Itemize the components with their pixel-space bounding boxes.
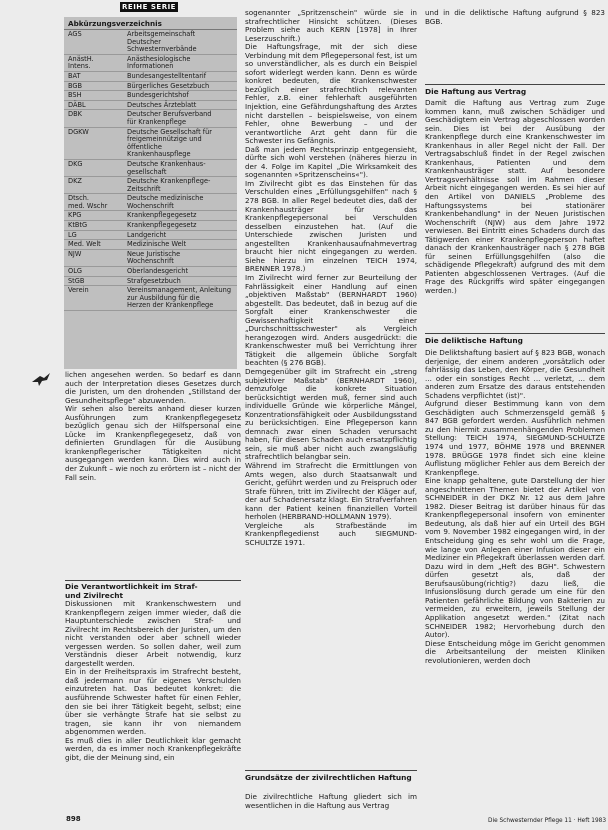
- abbreviation-key: StGB: [64, 276, 123, 286]
- col1-paragraph-2: Diskussionen mit Krankenschwestern und Krankenpflegern zeigen immer wieder, daß die Hauptunterschiede zwischen Straf- und Zivilrecht im Rechtsbereich der Juristen, um den nicht verstanden oder aber schnell wieder vergessen werden. So sollen daher, weil zum Verständnis dieser Arbeit notwendig, kurz dargestellt werden. Ein in der Freiheitspraxis im Strafrecht besteht, daß jedermann nur für eigenes Verschulden einzutreten hat. Das bedeutet konkret: die ausführende Schwester haftet für einen Fehler, den sie bei ihrer Tätigkeit begeht, selbst; eine über sie verhängte Strafe hat sie selbst zu tragen, sie kann ihr von niemandem abgenommen werden. Es muß dies in aller Deutlichkeit klar gemacht werden, da es immer noch Krankenpflegekräfte gibt, die der Meinung sind, ein: [65, 599, 241, 762]
- journal-footer: Die Schwesternder Pflege 11 · Heft 1983: [488, 818, 607, 824]
- abbreviation-key: AnästH. Intens.: [64, 54, 123, 71]
- abbreviation-key: DBK: [64, 110, 123, 127]
- col3-paragraph-contract: Damit die Haftung aus Vertrag zum Zuge kommen kann, muß zwischen Schädiger und Geschädigtem ein Vertrag abgeschlossen worden sein. Dies ist bei der Ausübung der Krankenpflege durch eine Krankenschwester im Krankenhaus in aller Regel nicht der Fall. Der Vertragsabschluß findet in der Regel zwischen Krankenhaus, Patienten und dem Krankenhausträger statt. Auf besondere Vertragsverhältnisse soll im Rahmen dieser Arbeit nicht eingegangen werden. Es sei hier auf den Artikel von DANIELS „Probleme des Haftungssystems bei stationärer Krankenbehandlung" in der Neuen Juristischen Wochenschrift (NJW) aus dem Jahre 1972 verwiesen. Bei Eintritt eines Schadens durch das Tätigwerden einer Krankenpflegeperson haftet danach der Krankenhausträger nach § 278 BGB für seinen Erfüllungsgehilfen (also die schädigende Pflegekraft) aufgrund des mit dem Patienten abgeschlossenen Vertrages. (Auf die Frage des Rückgriffs wird später eingegangen werden.): [425, 98, 605, 296]
- abbreviation-meaning: Krankenpflegegesetz: [123, 221, 237, 231]
- abbreviation-key: OLG: [64, 267, 123, 277]
- divider: [65, 580, 241, 581]
- abbreviation-table: [64, 30, 237, 311]
- abbreviation-meaning: Strafgesetzbuch: [123, 276, 237, 286]
- abbreviation-meaning: Oberlandesgericht: [123, 267, 237, 277]
- col1-heading: Die Verantwortlichkeit im Straf- und Zivilrecht: [65, 582, 198, 600]
- abbreviation-row: [64, 71, 237, 81]
- abbreviation-key: DGKW: [64, 127, 123, 159]
- abbreviation-meaning: Deutsche Krankenhaus- gesellschaft: [123, 159, 237, 176]
- abbreviation-row: [64, 127, 237, 159]
- abbreviation-meaning: Bundesgerichtshof: [123, 91, 237, 101]
- abbreviation-key: BAT: [64, 71, 123, 81]
- abbreviation-key: DÄBL: [64, 100, 123, 110]
- abbreviation-row: [64, 276, 237, 286]
- abbreviation-key: DKZ: [64, 177, 123, 194]
- abbreviation-key: BSH: [64, 91, 123, 101]
- divider: [425, 333, 605, 334]
- abbreviation-meaning: Deutsches Ärzteblatt: [123, 100, 237, 110]
- page-number: 898: [66, 815, 81, 823]
- abbreviation-key: KPG: [64, 211, 123, 221]
- abbreviation-meaning: Neue Juristische Wochenschrift: [123, 249, 237, 266]
- abbreviation-meaning: Deutsche medizinische Wochenschrift: [123, 194, 237, 211]
- abbreviation-box: [64, 17, 237, 369]
- abbreviation-meaning: Landgericht: [123, 230, 237, 240]
- series-header-tab: REIHE SERIE: [120, 2, 178, 12]
- abbreviation-row: [64, 240, 237, 250]
- abbreviation-meaning: Arbeitsgemeinschaft Deutscher Schwesternverbände: [123, 30, 237, 54]
- abbreviation-row: [64, 230, 237, 240]
- abbreviation-key: BGB: [64, 81, 123, 91]
- divider: [425, 84, 605, 85]
- abbreviation-meaning: Vereinsmanagement, Anleitung zur Ausbildung für die Herzen der Krankenpflege: [123, 286, 237, 311]
- abbreviation-key: KtBtG: [64, 221, 123, 231]
- divider: [245, 770, 417, 771]
- abbreviation-row: [64, 30, 237, 54]
- col1-paragraph-1: lichen angesehen werden. So bedarf es dann auch der Interpretation dieses Gesetzes durch die Juristen, um den drohenden „Stillstand der Gesundheitspflege" abzuwenden. Wir sehen also bereits anhand dieser kurzen Ausführungen zum Krankenpflegegesetz bezüglich genau sich der Hilfspersonal eine Lücke im Krankenpflegegesetz, daß von definierten Grundlagen für die Ausübung krankenpflegerischer Tätigkeiten nicht ausgegangen werden kann. Dies wird auch in der Zukunft – wie noch zu erörtern ist – nicht der Fall sein.: [65, 370, 241, 482]
- abbreviation-key: DKG: [64, 159, 123, 176]
- abbreviation-row: [64, 100, 237, 110]
- abbreviation-row: [64, 110, 237, 127]
- abbreviation-row: [64, 211, 237, 221]
- abbreviation-meaning: Bürgerliches Gesetzbuch: [123, 81, 237, 91]
- abbreviation-meaning: Deutscher Berufsverband für Krankenpflege: [123, 110, 237, 127]
- col3-paragraph-delict: Die Deliktshaftung basiert auf § 823 BGB, wonach derjenige, der einem anderen „vorsätzlich oder fahrlässig das Leben, den Körper, die Gesundheit ... oder ein sonstiges Recht ... verletzt, ... dem anderen zum Ersatze des daraus entstehenden Schadens verpflichtet (ist)". Aufgrund dieser Bestimmung kann von dem Geschädigten auch Schmerzensgeld gemäß § 847 BGB gefordert werden. Ausführlich nehmen zu den hiermit zusammenhängenden Problemen Stellung: TEICH 1974, SIEGMUND-SCHULTZE 1974 und 1977, BÖHME 1978 und BRENNER 1978. BRÜGGE 1978 findet sich eine kleine Auflistung möglicher Fehler aus dem Bereich der Krankenpflege. Eine knapp gehaltene, gute Darstellung der hier angeschnittenen Themen bietet der Artikel von SCHNEIDER in der DKZ Nr. 12 aus dem Jahre 1982. Dieser Beitrag ist darüber hinaus für das Krankenpflegepersonal insofern von eminenter Bedeutung, als daß hier auf ein Urteil des BGH vom 9. November 1982 eingegangen wird, in der Entscheidung ging es sehr wohl um die Frage, wie lange von Anlegen einer Infusion dieser ein Mediziner ein Pflegekraft überlassen werden darf. Dazu wird in dem „Heft des BGH". Schwestern dürfen gesetzt als, daß der Berufsausübung(richtig?) dazu ließ, die Infusionslösung durch gerade um eine für den Patienten gefährliche Bildung von Bakterien zu vermeiden, zu erweitern, jeweils Stellung der Applikation angesetzt werden." (Zitat nach SCHNEIDER 1982; Hervorhebung durch den Autor). Diese Entscheidung möge im Gericht genommen die Arbeitsanteilung der meisten Kliniken revolutionieren, werden doch: [425, 348, 605, 665]
- col2-paragraph-2: Die zivilrechtliche Haftung gliedert sich im wesentlichen in die Haftung aus Vertrag: [245, 792, 417, 810]
- abbreviation-row: [64, 249, 237, 266]
- col3-intro: und in die deliktische Haftung aufgrund § 823 BGB.: [425, 8, 605, 26]
- abbreviation-row: [64, 81, 237, 91]
- bird-icon: [30, 370, 52, 390]
- abbreviation-meaning: Deutsche Krankenpflege- Zeitschrift: [123, 177, 237, 194]
- abbreviation-row: [64, 177, 237, 194]
- abbreviation-meaning: Deutsche Gesellschaft für freigemeinnützige und öffentliche Krankenhauspflege: [123, 127, 237, 159]
- abbreviation-box-title: Abkürzungsverzeichnis: [64, 17, 237, 30]
- abbreviation-row: [64, 286, 237, 311]
- abbreviation-meaning: Bundesangestelltentarif: [123, 71, 237, 81]
- abbreviation-key: LG: [64, 230, 123, 240]
- abbreviation-meaning: Krankenpflegegesetz: [123, 211, 237, 221]
- col2-paragraph-1: sogenannter „Spritzenschein" würde sie in strafrechtlicher Hinsicht schützen. (Dieses Problem siehe auch KERN [1978] in Ihrer Leserzuschrift.) Die Haftungsfrage, mit der sich diese Verbindung mit dem Pflegepersonal fest, ist um so unverständlicher, als es durch ein Beispiel sofort widerlegt werden kann. Denn es würde konkret bedeuten, die Krankenschwester bezüglich einer strafrechtlich relevanten Fehler, z.B. einer fehlerhaft ausgeführten Injektion, eine Gefährdungshaftung des Arztes nicht darstellen – beispielsweise, von einem Fehler, ohne Bewerbung – und der verantwortliche Arzt geht dann für die Schwester ins Gefängnis. Daß man jedem Rechtsprinzip entgegensieht, dürfte sich wohl verstehen (näheres hierzu in der 4. Folge im Kapitel „Die Wirksamkeit des sogenannten »Spritzenscheins«"). Im Zivilrecht gibt es das Einstehen für das Verschulden eines „Erfüllungsgehilfen" nach § 278 BGB. In aller Regel bedeutet dies, daß der Krankenhausträger für das Krankenpflegepersonal bei Verschulden desselben einzustehen hat. (Auf die Unterschiede zwischen Juristen und angestellten Krankenhausaufnahmevertrag braucht hier nicht eingegangen zu werden. Siehe hierzu im einzelnen TEICH 1974, BRENNER 1978.) Im Zivilrecht wird ferner zur Beurteilung der Fahrlässigkeit einer Handlung auf einen „objektiven Maßstab" (BERNHARDT 1960) abgestellt. Das bedeutet, daß in bezug auf die Sorgfalt einer Krankenschwester die Gewissenhaftigkeit einer „Durchschnittsschwester" als Vergleich herangezogen wird. Anders ausgedrückt: die Krankenschwester muß bei Verrichtung ihrer Tätigkeit die allgemein übliche Sorgfalt beachten (§ 276 BGB). Demgegenüber gilt im Strafrecht ein „streng subjektiver Maßstab" (BERNHARDT 1960), demzufolge die konkrete Situation berücksichtigt werden muß, ferner sind auch individuelle Gründe wie körperliche Mängel, Konzentrationsfähigkeit oder Ausbildungsstand zu berücksichtigen. Eine Pflegeperson kann demnach zwar einen Schaden verursacht haben, für diesen Schaden auch ersatzpflichtig sein, sie muß aber nicht auch zwangsläufig strafrechtlich belangbar sein. Während im Strafrecht die Ermittlungen von Amts wegen, also durch Staatsanwalt und Gericht, geführt werden und zu Freispruch oder Strafe führen, tritt im Zivilrecht der Kläger auf, der auf Schadenersatz klagt. Ein Strafverfahren kann der Patient keinen finanziellen Vorteil herholen (HERBRAND-HOLLMANN 1979). Vergleiche als Strafbestände im Krankenpflegedienst auch SIEGMUND-SCHULTZE 1971.: [245, 8, 417, 547]
- abbreviation-key: NJW: [64, 249, 123, 266]
- abbreviation-row: [64, 221, 237, 231]
- abbreviation-row: [64, 194, 237, 211]
- abbreviation-row: [64, 159, 237, 176]
- col2-heading: Grundsätze der zivilrechtlichen Haftung: [245, 773, 412, 782]
- abbreviation-meaning: Medizinische Welt: [123, 240, 237, 250]
- abbreviation-key: AGS: [64, 30, 123, 54]
- abbreviation-key: Med. Welt: [64, 240, 123, 250]
- abbreviation-key: Verein: [64, 286, 123, 311]
- col3-heading-delict: Die deliktische Haftung: [425, 336, 523, 345]
- abbreviation-row: [64, 91, 237, 101]
- abbreviation-key: Dtsch. med. Wschr: [64, 194, 123, 211]
- abbreviation-meaning: Anästhesiologische Informationen: [123, 54, 237, 71]
- abbreviation-row: [64, 54, 237, 71]
- col3-heading-contract: Die Haftung aus Vertrag: [425, 87, 527, 96]
- abbreviation-row: [64, 267, 237, 277]
